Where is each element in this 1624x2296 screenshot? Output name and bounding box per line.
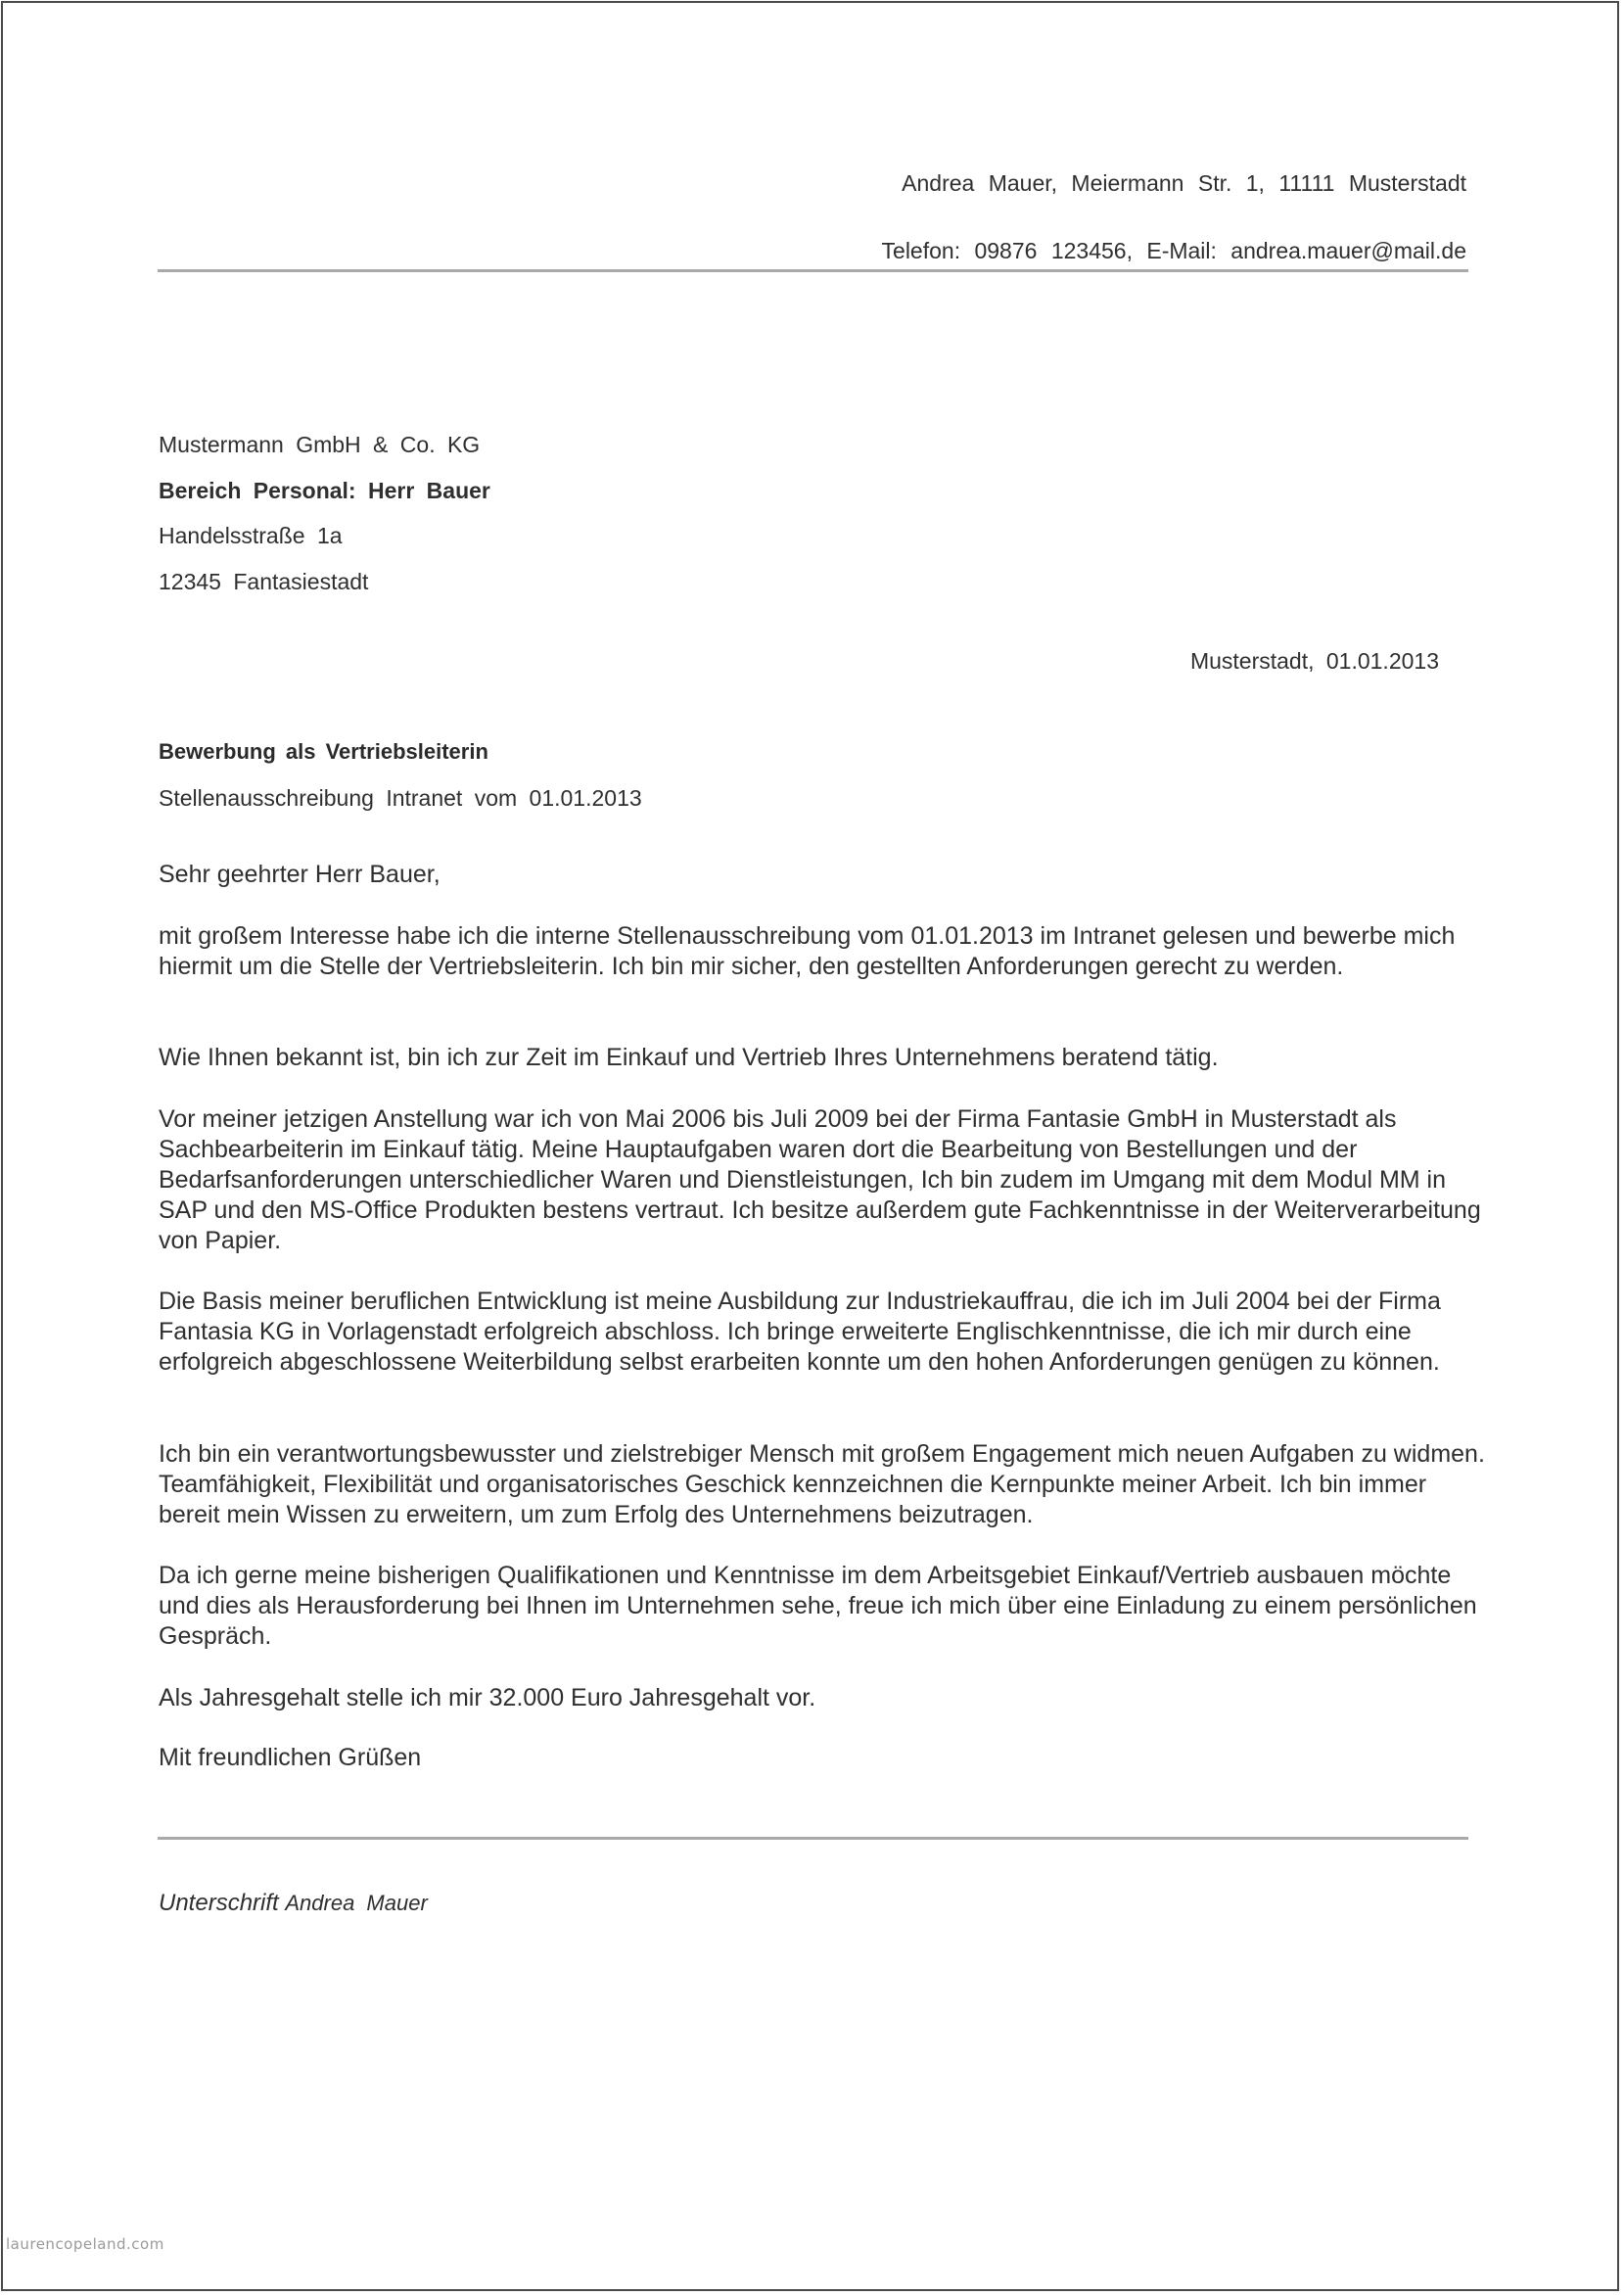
body-paragraph-6: Da ich gerne meine bisherigen Qualifikationen und Kenntnisse im dem Arbeitsgebiet Einkauf/Vertrieb ausbauen möchte und dies als Herausforderung bei Ihnen im Unternehmen sehe, freue ich mich über eine Einladung zu einem persönlichen Gespräch. xyxy=(159,1562,1477,1650)
letter-date: Musterstadt, 01.01.2013 xyxy=(1189,648,1439,674)
closing: Mit freundlichen Grüßen xyxy=(159,1744,422,1771)
sender-name-address: Andrea Mauer, Meiermann Str. 1, 11111 Musterstadt xyxy=(902,170,1466,196)
body-paragraph-3: Vor meiner jetzigen Anstellung war ich von Mai 2006 bis Juli 2009 bei der Firma Fantasie GmbH in Musterstadt als Sachbearbeiterin im Einkauf tätig. Meine Hauptaufgaben waren dort die Bearbeitung von Bestellungen und der Bedarfsanforderungen unterschiedlicher Waren und Dienstleistungen, Ich bin zudem im Umgang mit dem Modul MM in SAP und den MS-Office Produkten bestens vertraut. Ich besitze außerdem gute Fachkenntnisse in der Weiterverarbeitung von Papier. xyxy=(159,1105,1481,1254)
recipient-address xyxy=(159,422,490,604)
signature-name: Andrea Mauer xyxy=(285,1891,428,1915)
salutation: Sehr geehrter Herr Bauer, xyxy=(159,861,441,888)
body-paragraph-2: Wie Ihnen bekannt ist, bin ich zur Zeit im Einkauf und Vertrieb Ihres Unternehmens beratend tätig. xyxy=(159,1044,1219,1071)
sender-contact: Telefon: 09876 123456, E-Mail: andrea.mauer@mail.de xyxy=(881,238,1466,263)
signature-label: Unterschrift xyxy=(159,1890,279,1916)
signature-line xyxy=(158,1837,1468,1840)
body-paragraph-1: mit großem Interesse habe ich die interne Stellenausschreibung vom 01.01.2013 im Intranet gelesen und bewerbe mich hiermit um die Stelle der Vertriebsleiterin. Ich bin mir sicher, den gestellten Anforderungen gerecht zu werden. xyxy=(159,922,1456,980)
watermark: laurencopeland.com xyxy=(6,2235,164,2253)
body-paragraph-4: Die Basis meiner beruflichen Entwicklung ist meine Ausbildung zur Industriekauffrau, die ich im Juli 2004 bei der Firma Fantasia KG in Vorlagenstadt erfolgreich abschloss. Ich bringe erweiterte Englischkenntnisse, die ich mir durch eine erfolgreich abgeschlossene Weiterbildung selbst erarbeiten konnte um den hohen Anforderungen genügen zu können. xyxy=(159,1288,1441,1376)
recipient-department: Bereich Personal: Herr Bauer xyxy=(159,477,490,503)
body-paragraph-7: Als Jahresgehalt stelle ich mir 32.000 Euro Jahresgehalt vor. xyxy=(159,1684,816,1711)
recipient-street: Handelsstraße 1a xyxy=(159,523,343,548)
body-paragraph-5: Ich bin ein verantwortungsbewusster und zielstrebiger Mensch mit großem Engagement mich neuen Aufgaben zu widmen. Teamfähigkeit, Flexibilität und organisatorisches Geschick kennzeichnen die Kernpunkte meiner Arbeit. Ich bin immer bereit mein Wissen zu erweitern, um zum Erfolg des Unternehmens beizutragen. xyxy=(159,1440,1485,1528)
letter-subject: Bewerbung als Vertriebsleiterin xyxy=(159,739,488,764)
job-reference: Stellenausschreibung Intranet vom 01.01.2013 xyxy=(159,785,642,811)
header-divider xyxy=(158,269,1468,272)
signature-block xyxy=(159,1890,428,1917)
recipient-company: Mustermann GmbH & Co. KG xyxy=(159,432,481,457)
recipient-city: 12345 Fantasiestadt xyxy=(159,568,369,594)
